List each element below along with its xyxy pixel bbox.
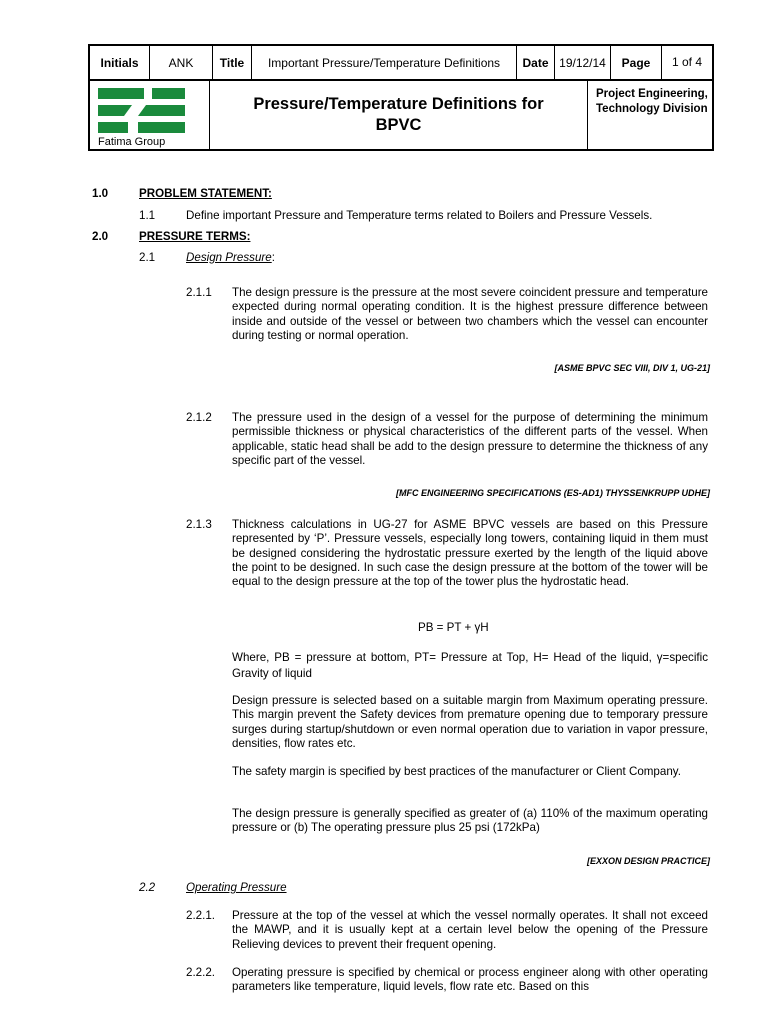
section-2-1-colon: : xyxy=(271,251,275,264)
section-1-number: 1.0 xyxy=(92,187,109,200)
fatima-logo-icon xyxy=(98,87,186,135)
page-label: Page xyxy=(611,46,662,79)
para-2-1-1: The design pressure is the pressure at the most severe coincident pressure and temperature expected during normal operating condition. It is the highest pressure difference between inside and outside of the vessel or between two chambers which the vessel can encounter during testing or normal operation. xyxy=(232,286,708,342)
date-label: Date xyxy=(517,46,555,79)
para-2-1-2: The pressure used in the design of a vessel for the purpose of determining the minimum permissible thickness or physical characteristics of the different parts of the vessel. When applicable, static head shall be add to the design pressure to determine the thickness of any specific part of the vessel. xyxy=(232,411,708,467)
title-label: Title xyxy=(213,46,252,79)
reference-exxon: [EXXON DESIGN PRACTICE] xyxy=(586,856,710,866)
para-2-2-2: Operating pressure is specified by chemical or process engineer along with other operating parameters like temperature, liquid levels, flow rate etc. Based on this xyxy=(232,966,708,994)
initials-label: Initials xyxy=(90,46,150,79)
division-name: Project Engineering, Technology Division xyxy=(596,88,708,115)
initials-value: ANK xyxy=(150,46,213,79)
header-title-row xyxy=(88,81,714,151)
title-value: Important Pressure/Temperature Definitions xyxy=(252,46,517,79)
document-title: Pressure/Temperature Definitions for BPVC xyxy=(210,81,588,149)
section-2-1-number: 2.1 xyxy=(139,251,156,264)
para-2-1-3-number: 2.1.3 xyxy=(186,518,212,531)
date-value: 19/12/14 xyxy=(555,46,611,79)
reference-asme: [ASME BPVC SEC VIII, DIV 1, UG-21] xyxy=(554,363,710,373)
para-margin: Design pressure is selected based on a suitable margin from Maximum operating pressure. This margin prevent the Safety devices from premature opening due to temporary pressure surges during startup/shutdown or even normal operation due to variation in vapor pressure, densities, flow rates etc. xyxy=(232,694,708,750)
para-2-2-2-number: 2.2.2. xyxy=(186,966,216,979)
section-2-heading: PRESSURE TERMS: xyxy=(139,230,251,243)
section-2-1-title xyxy=(186,251,275,265)
header-info-row xyxy=(88,44,714,81)
para-2-1-2-number: 2.1.2 xyxy=(186,411,212,424)
para-2-2-1: Pressure at the top of the vessel at which the vessel normally operates. It shall not exceed the MAWP, and it is usually kept at a certain level below the opening of the Pressure Relieving devices to prevent their frequent opening. xyxy=(232,909,708,951)
section-1-1-text: Define important Pressure and Temperature terms related to Boilers and Pressure Vessels. xyxy=(186,209,653,222)
section-2-2-title: Operating Pressure xyxy=(186,881,287,894)
para-safety: The safety margin is specified by best practices of the manufacturer or Client Company. xyxy=(232,765,681,778)
logo-text: Fatima Group xyxy=(98,136,166,148)
para-general: The design pressure is generally specified as greater of (a) 110% of the maximum operating pressure or (b) The operating pressure plus 25 psi (172kPa) xyxy=(232,807,708,835)
para-2-2-1-number: 2.2.1. xyxy=(186,909,216,922)
reference-mfc: [MFC ENGINEERING SPECIFICATIONS (ES-AD1) THYSSENKRUPP UDHE] xyxy=(395,488,710,498)
design-pressure-title: Design Pressure xyxy=(186,251,272,264)
formula: PB = PT + γH xyxy=(418,621,489,634)
para-2-1-3: Thickness calculations in UG-27 for ASME BPVC vessels are based on this Pressure represented by ‘P’. Pressure vessels, especially long towers, containing liquid in them must be designed considering the hydrostatic pressure exerted by the length of the liquid above the point to be designed. In such case the design pressure at the bottom of the tower will be equal to the design pressure at the top of the tower plus the hydrostatic head. xyxy=(232,518,708,589)
company-logo xyxy=(90,81,210,149)
page-value: 1 of 4 xyxy=(671,55,703,69)
section-2-2-number: 2.2 xyxy=(139,881,156,894)
section-2-number: 2.0 xyxy=(92,230,109,243)
para-2-1-1-number: 2.1.1 xyxy=(186,286,212,299)
formula-where: Where, PB = pressure at bottom, PT= Pressure at Top, H= Head of the liquid, γ=specific Gravity of liquid xyxy=(232,651,708,680)
section-1-1-number: 1.1 xyxy=(139,209,156,222)
section-1-heading: PROBLEM STATEMENT: xyxy=(139,187,272,200)
